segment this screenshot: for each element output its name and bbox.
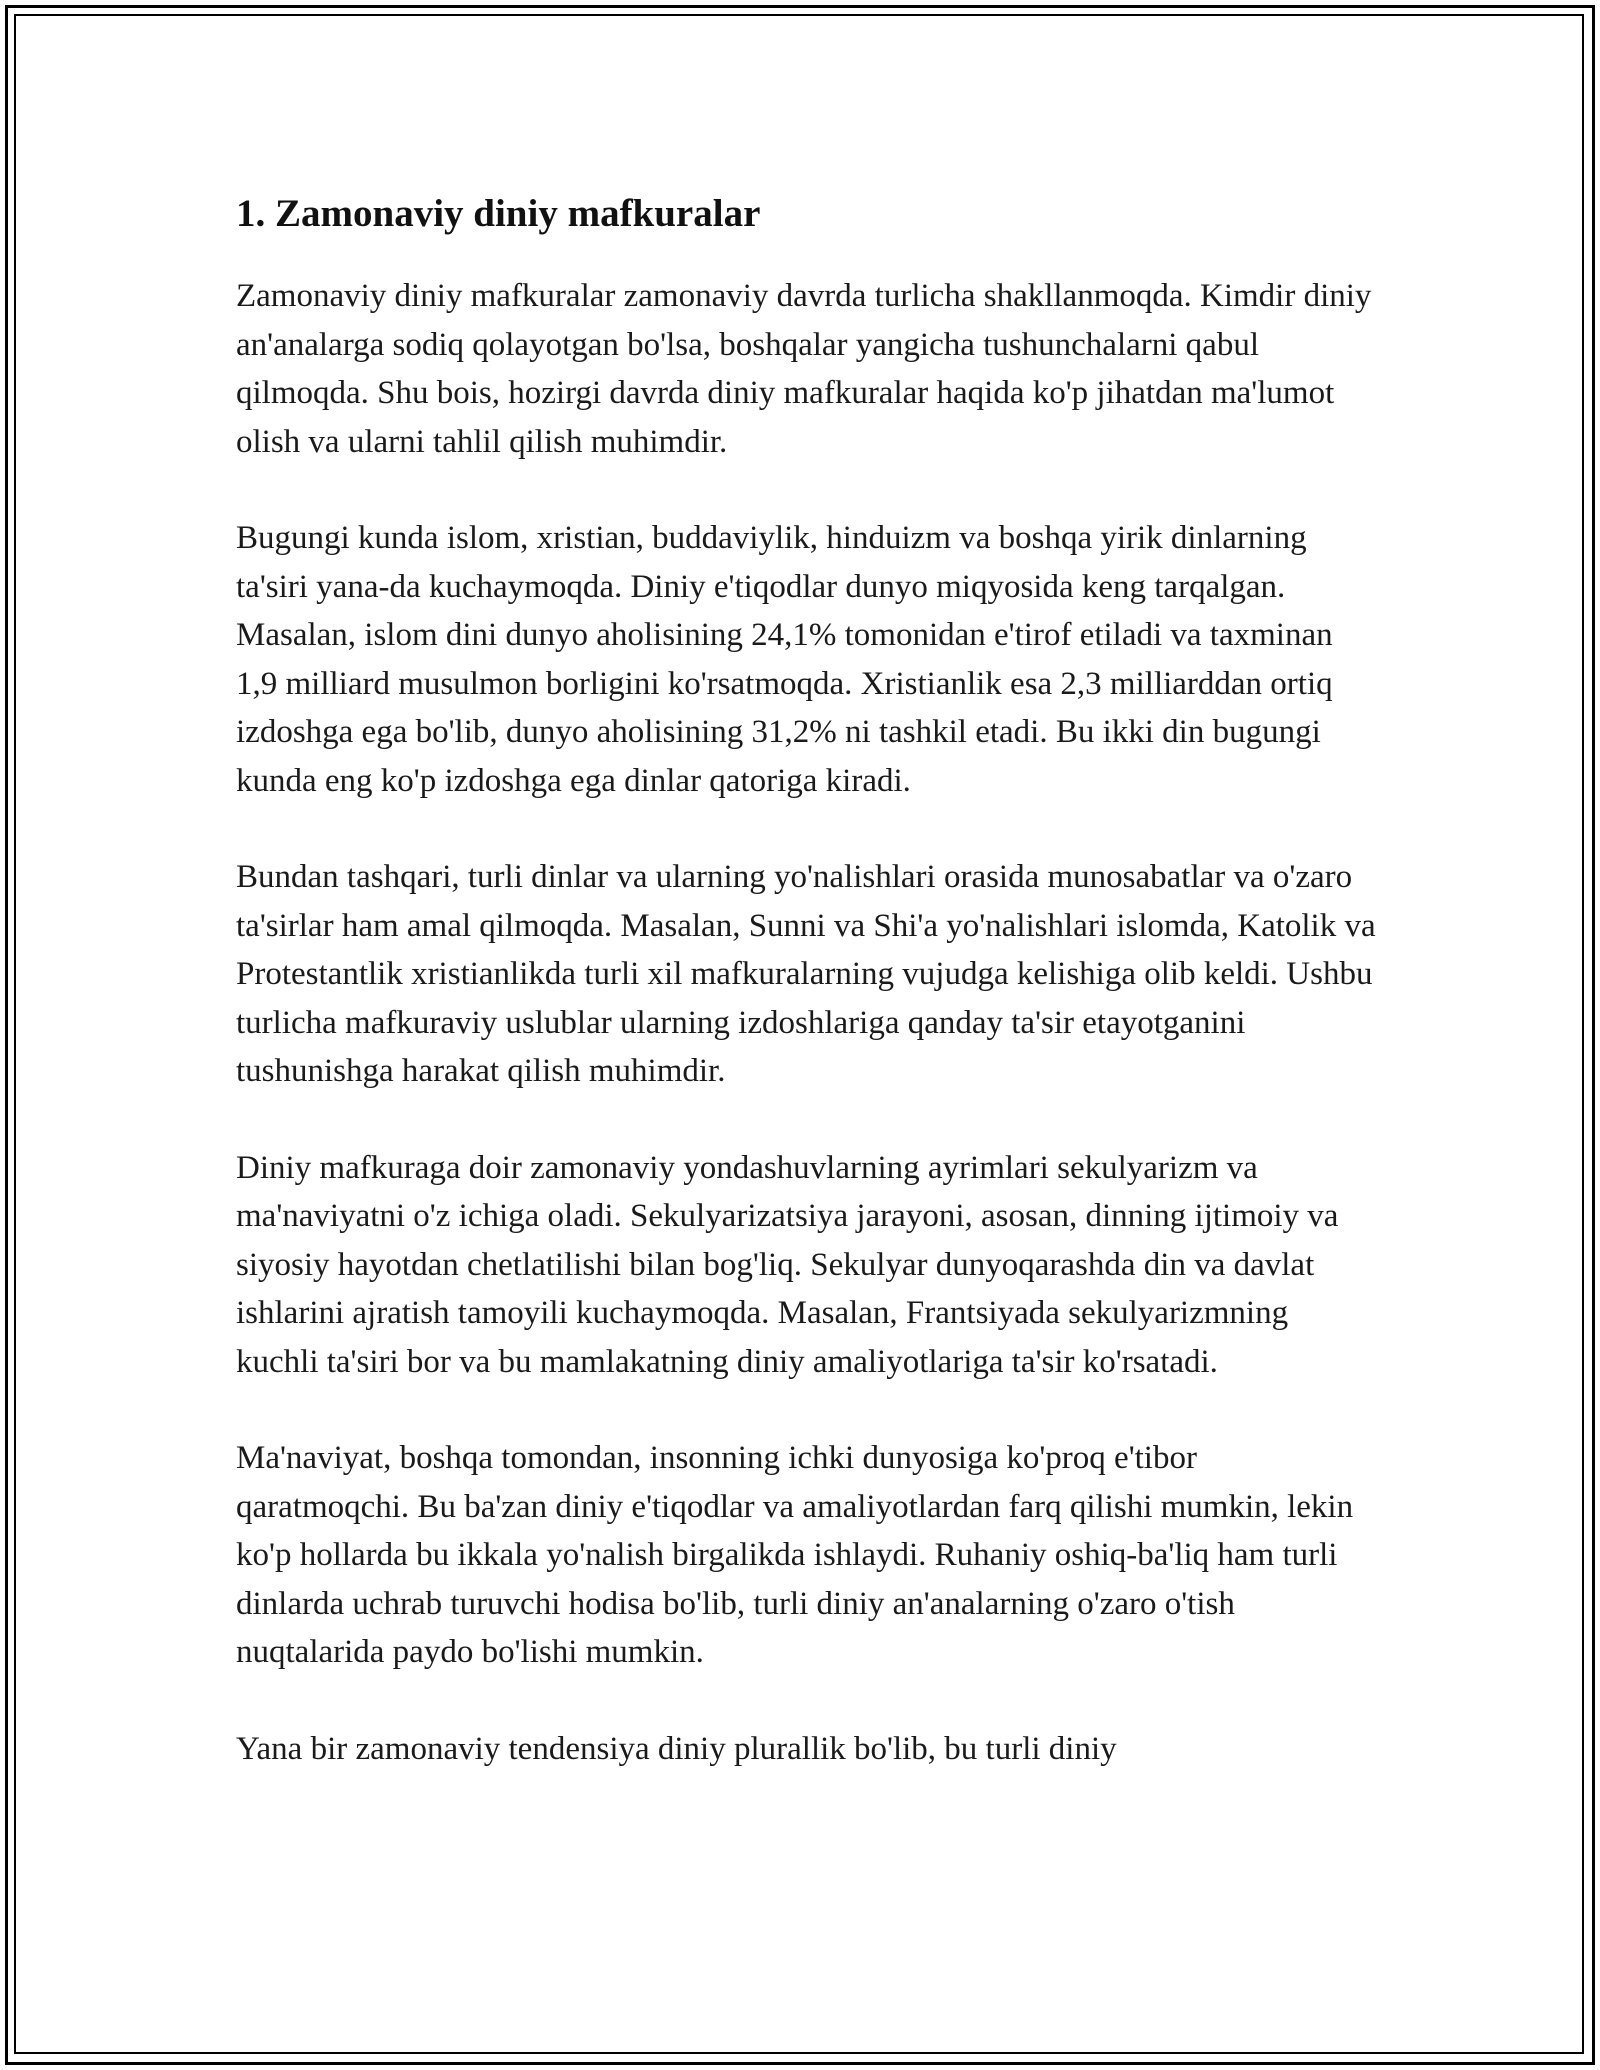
- paragraph-6: Yana bir zamonaviy tendensiya diniy plurallik bo'lib, bu turli diniy: [236, 1730, 1117, 1767]
- section-heading: 1. Zamonaviy diniy mafkuralar: [236, 192, 761, 235]
- paragraph-4: Diniy mafkuraga doir zamonaviy yondashuvlarning ayrimlari sekulyarizm va ma'naviyatni o'z ichiga oladi. Sekulyarizatsiya jarayoni, asosan, dinning ijtimoiy va siyosiy hayotdan chetlatilishi bilan bog'liq. Sekulyar dunyoqarashda din va davlat ishlarini ajratish tamoyili kuchaymoqda. Masalan, Frantsiyada sekulyarizmning kuchli ta'siri bor va bu mamlakatning diniy amaliyotlariga ta'sir ko'rsatadi.: [236, 1149, 1339, 1380]
- document-body: [236, 184, 1376, 1821]
- paragraph-1: Zamonaviy diniy mafkuralar zamonaviy davrda turlicha shakllanmoqda. Kimdir diniy an'analarga sodiq qolayotgan bo'lsa, boshqalar yangicha tushunchalarni qabul qilmoqda. Shu bois, hozirgi davrda diniy mafkuralar haqida ko'p jihatdan ma'lumot olish va ularni tahlil qilish muhimdir.: [236, 278, 1372, 460]
- paragraph-2: Bugungi kunda islom, xristian, buddaviylik, hinduizm va boshqa yirik dinlarning ta'siri yana-da kuchaymoqda. Diniy e'tiqodlar dunyo miqyosida keng tarqalgan. Masalan, islom dini dunyo aholisining 24,1% tomonidan e'tirof etiladi va taxminan 1,9 milliard musulmon borligini ko'rsatmoqda. Xristianlik esa 2,3 milliarddan ortiq izdoshga ega bo'lib, dunyo aholisining 31,2% ni tashkil etadi. Bu ikki din bugungi kunda eng ko'p izdoshga ega dinlar qatoriga kiradi.: [236, 520, 1333, 799]
- paragraph-5: Ma'naviyat, boshqa tomondan, insonning ichki dunyosiga ko'proq e'tibor qaratmoqchi. Bu ba'zan diniy e'tiqodlar va amaliyotlardan farq qilishi mumkin, lekin ko'p hollarda bu ikkala yo'nalish birgalikda ishlaydi. Ruhaniy oshiq-ba'liq ham turli dinlarda uchrab turuvchi hodisa bo'lib, turli diniy an'analarning o'zaro o'tish nuqtalarida paydo bo'lishi mumkin.: [236, 1440, 1354, 1670]
- paragraph-3: Bundan tashqari, turli dinlar va ularning yo'nalishlari orasida munosabatlar va o'zaro ta'sirlar ham amal qilmoqda. Masalan, Sunni va Shi'a yo'nalishlari islomda, Katolik va Protestantlik xristianlikda turli xil mafkuralarning vujudga kelishiga olib keldi. Ushbu turlicha mafkuraviy uslublar ularning izdoshlariga qanday ta'sir etayotganini tushunishga harakat qilish muhimdir.: [236, 859, 1376, 1089]
